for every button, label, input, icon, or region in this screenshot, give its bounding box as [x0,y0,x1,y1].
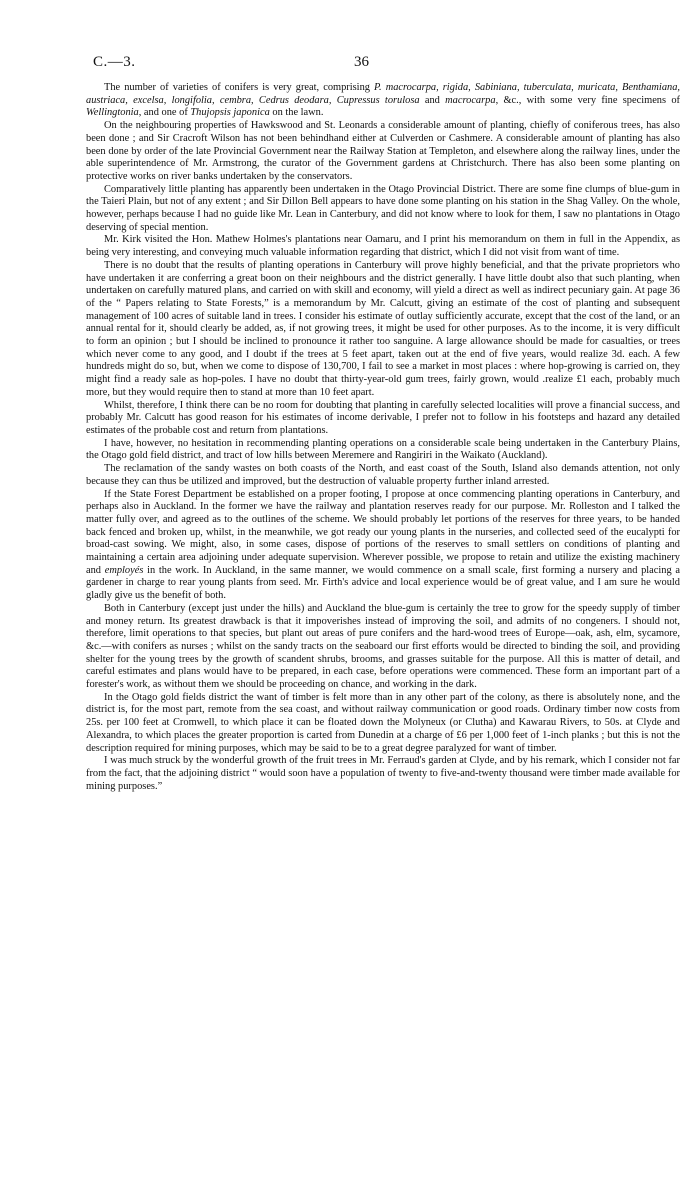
italic-text-run: Thujopsis japonica [190,107,270,119]
text-run: in the work. In Auckland, in the same manner, we would commence on a small scale, first forming a nursery and placing a gardener in charge to rear young plants from seed. Mr. Firth's advice and local experience would be of great value, and I am sure he would gladly give us the benefit of both. [86,564,681,602]
text-run: In the Otago gold fields district the want of timber is felt more than in any other part of the colony, as there is absolutely none, and the district is, for the most part, remote from the sea coast, and without railway communication or good roads. Ordinary timber now costs from 25s. per 100 feet at Cromwell, to which place it can be floated down the Molyneux (or Clutha) and Kawarau Rivers, to 50s. at Clyde and Alexandra, to which places the greater proportion is carted from Dunedin at a charge of £6 per 1,000 feet of 1-inch planks ; but this is not the description required for mining purposes, which may be said to be to a great degree paralyzed for want of timber. [86,691,680,754]
paragraph [86,82,680,120]
italic-text-run: P. macrocarpa, rigida, Sabiniana, tuberculata, muricata, Benthamiana, austriaca, excelsa, longifolia, cembra, Cedrus deodara, Cupressus torulosa [86,82,681,106]
text-run: Whilst, therefore, I think there can be no room for doubting that planting in carefully selected localities will prove a financial success, and probably Mr. Calcutt has good reason for his estimates of income derivable, I prefer not to follow in his footsteps and hazard any detailed estimates of the probable cost and return from plantations. [86,399,680,436]
page-number: 36 [354,54,369,70]
text-run: There is no doubt that the results of planting operations in Canterbury will prove highly beneficial, and that the private proprietors who have undertaken it are conferring a great boon on their neighbours and the district generally. I have little doubt also that such planting, when undertaken on carefully matured plans, and carried on with skill and economy, will yield a direct as well as indirect pecuniary gain. At page 36 of the “ Papers relating to State Forests,” is a memorandum by Mr. Calcutt, giving an estimate of the cost of planting and subsequent management of 100 acres of suitable land in trees. I consider his estimate of outlay sufficiently accurate, except that the cost of the land, or an annual rental for it, should clearly be added, as, if not growing trees, it might be used for other purposes. As to the income, it is very difficult to form an opinion ; but I should be inclined to pronounce it rather too sanguine. A large allowance should be made for casualties, or trees which never come to any good, and I doubt if the trees at 5 feet apart, taken out at the end of five years, would realize 3d. each. A few hundreds might do so, but, when we come to dispose of 130,700, I fail to see a market in most places : where hop-growing is carried on, they might find a ready sale as hop-poles. I have no doubt that thirty-year-old gum trees, fairly grown, would .realize £1 each, probably much more, but they would require then to stand at more than 10 feet apart. [86,259,680,398]
paragraph [86,438,680,463]
text-run: I have, however, no hesitation in recommending planting operations on a considerable scale being undertaken in the Canterbury Plains, the Otago gold field district, and tract of low hills between Meremere and Rangiriri in the Waikato (Auckland). [86,437,680,462]
paragraph [86,489,680,603]
text-run: on the lawn. [269,107,324,119]
text-run: I was much struck by the wonderful growth of the fruit trees in Mr. Ferraud's garden at Clyde, and by his remark, which I consider not far from the fact, that the adjoining district “ would soon have a population of twenty to five-and-twenty thousand were timber made available for mining purposes.” [86,755,680,792]
text-run: Comparatively little planting has apparently been undertaken in the Otago Provincial District. There are some fine clumps of blue-gum in the Taieri Plain, but not of any extent ; and Sir Dillon Bell appears to have done some planting on his station in the Shag Valley. On the whole, however, perhaps because I had no guide like Mr. Lean in Canterbury, and did not know where to look for them, I saw no plantations in Otago deserving of special mention. [86,183,680,233]
paragraph [86,184,680,235]
text-run: The reclamation of the sandy wastes on both coasts of the North, and east coast of the South, Island also demands attention, not only because they can thus be utilized and improved, but the destruction of valuable property further inland arrested. [86,463,680,487]
paragraph [86,755,680,793]
text-run: On the neighbouring properties of Hawkswood and St. Leonards a considerable amount of planting, chiefly of coniferous trees, has also been done ; and Sir Cracroft Wilson has not been behindhand either at Culverden or Cashmere. A considerable amount of planting has also been done by order of the late Provincial Government near the Railway Station at Templeton, and elsewhere along the railway lines, under the able superintendence of Mr. Armstrong, the curator of the Government gardens at Christchurch. There has also been some planting on protective works on river banks undertaken by the conservators. [86,120,680,182]
text-run: Both in Canterbury (except just under the hills) and Auckland the blue-gum is certainly the tree to grow for the speedy supply of timber and money return. Its greatest drawback is that it impoverishes instead of improving the soil, and admits of no congeners. I should not, therefore, limit operations to that species, but plant out areas of pure conifers and the hard-wood trees of Europe—oak, ash, elm, sycamore, &c.—with conifers as nurses ; whilst on the sandy tracts on the seaboard our first efforts would be directed to binding the soil, and providing shelter for the young trees by the growth of scandent shrubs, brooms, and grasses suitable for the purpose. All this is matter of detail, and careful estimates and plans would have to be prepared, in each case, before operations were commenced. These form an important part of a forester's work, as without them we should be proceeding on chance, and working in the dark. [86,602,680,691]
text-run: The number of varieties of conifers is very great, comprising [104,82,375,93]
italic-text-run: macrocarpa [445,94,496,106]
paragraph [86,260,680,400]
paragraph [86,603,680,692]
paragraph [86,463,680,488]
page-header [73,50,650,74]
italic-text-run: employés [104,564,144,576]
body-text [86,82,680,793]
paragraph [86,120,680,184]
text-run: and [419,94,446,106]
paragraph [86,234,680,259]
italic-text-run: Wellingtonia [86,107,139,119]
text-run: Mr. Kirk visited the Hon. Mathew Holmes's plantations near Oamaru, and I print his memorandum on them in full in the Appendix, as being very interesting, and conveying much valuable information regarding that district, which I did not visit from want of time. [86,234,680,259]
text-run: , and one of [138,107,191,119]
paragraph [86,692,680,756]
document-reference: C.—3. [93,54,136,70]
text-run: If the State Forest Department be established on a proper footing, I propose at once commencing planting operations in Canterbury, and perhaps also in Auckland. In the former we have the railway and plantation reserves ready for our purpose. Mr. Rolleston and I talked the matter fully over, and agreed as to the outlines of the scheme. We should probably let portions of the reserves for three years, to be handed back fenced and broken up, whilst, in the meanwhile, we got ready our young plants in the nurseries, and collected seed of the eucalypti for broad-cast sowing. We might, also, in some cases, dispose of portions of the reserves to small settlers on conditions of planting and maintaining a certain area adjoining under adequate supervision. Wherever possible, we propose to retain and utilize the existing machinery and [86,488,680,576]
text-run: , &c., with some very fine specimens of [495,94,680,106]
paragraph [86,400,680,438]
